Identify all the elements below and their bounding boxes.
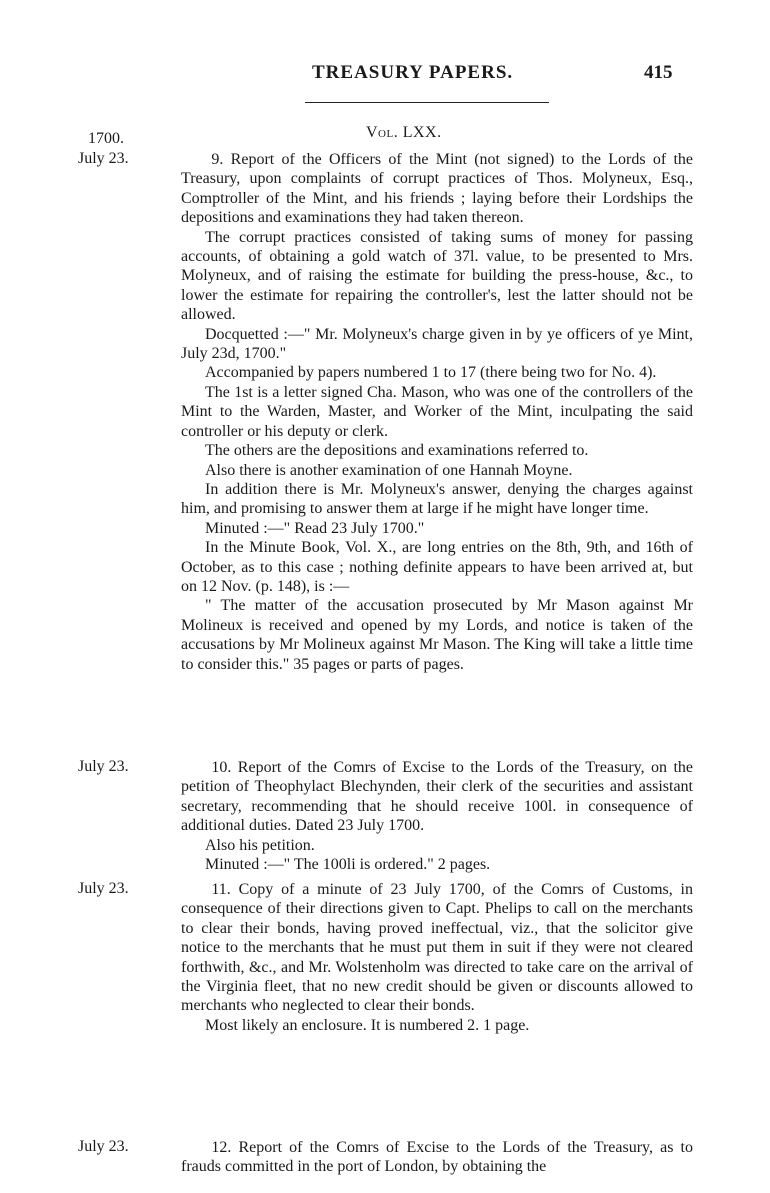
- entry-date: July 23.: [78, 150, 129, 167]
- paragraph: Minuted :—" Read 23 July 1700.": [205, 519, 425, 537]
- paragraph: 11. Copy of a minute of 23 July 1700, of the Comrs of Customs, in consequence of their directions given to Capt. Phelips to call on the merchants to clear their bonds, having proved ineffectual, viz., that the solicitor give notice to the merchants that he must put them in suit if they were not cleared forthwith, &c., and Mr. Wolstenholm was directed to take care on the arrival of the Virginia fleet, that no new credit should be given or discounts allowed to merchants who neglected to clear their bonds.: [181, 881, 693, 1015]
- paragraph: In the Minute Book, Vol. X., are long entries on the 8th, 9th, and 16th of October, as to this case ; nothing definite appears to have been arrived at, but on 12 Nov. (p. 148), is :—: [181, 539, 693, 595]
- entry-date: July 23.: [78, 880, 129, 897]
- paragraph: Most likely an enclosure. It is numbered 2. 1 page.: [205, 1016, 530, 1034]
- paragraph: Docquetted :—" Mr. Molyneux's charge given in by ye officers of ye Mint, July 23d, 1700.": [181, 325, 693, 363]
- entry-date: July 23.: [78, 1138, 129, 1155]
- paragraph: Accompanied by papers numbered 1 to 17 (there being two for No. 4).: [205, 364, 657, 382]
- volume-heading: Vol. LXX.: [366, 124, 442, 141]
- running-title: TREASURY PAPERS.: [312, 62, 514, 83]
- paragraph: Minuted :—" The 100li is ordered." 2 pages.: [205, 856, 491, 874]
- header-rule: [305, 102, 549, 103]
- entry-body: [181, 150, 693, 674]
- year-margin: 1700.: [88, 130, 124, 147]
- paragraph: Also there is another examination of one Hannah Moyne.: [205, 461, 573, 479]
- paragraph: The others are the depositions and examinations referred to.: [205, 442, 589, 460]
- paragraph: 12. Report of the Comrs of Excise to the Lords of the Treasury, as to frauds committed in the port of London, by obtaining the: [181, 1139, 693, 1176]
- paragraph: " The matter of the accusation prosecuted by Mr Mason against Mr Molineux is received and opened by my Lords, and notice is taken of the accusations by Mr Molineux against Mr Mason. The King will take a little time to consider this." 35 pages or parts of pages.: [181, 597, 693, 673]
- paragraph: 10. Report of the Comrs of Excise to the Lords of the Treasury, on the petition of Theophylact Blechynden, their clerk of the securities and assistant secretary, recommending that he should receive 100l. in consequence of additional duties. Dated 23 July 1700.: [181, 759, 693, 835]
- page-number: 415: [644, 62, 673, 83]
- entry-body: [181, 758, 693, 874]
- entry-body: [181, 880, 693, 1035]
- paragraph: The 1st is a letter signed Cha. Mason, who was one of the controllers of the Mint to the Warden, Master, and Worker of the Mint, inculpating the said controller or his deputy or clerk.: [181, 383, 693, 440]
- paragraph: 9. Report of the Officers of the Mint (not signed) to the Lords of the Treasury, upon complaints of corrupt practices of Thos. Molyneux, Esq., Comptroller of the Mint, and his friends ; laying before their Lordships the depositions and examinations they had taken thereon.: [181, 151, 693, 227]
- entry-date: July 23.: [78, 758, 129, 775]
- paragraph: In addition there is Mr. Molyneux's answer, denying the charges against him, and promising to answer them at large if he might have longer time.: [181, 480, 693, 518]
- page-header: [0, 62, 770, 92]
- paragraph: Also his petition.: [205, 836, 315, 854]
- paragraph: The corrupt practices consisted of taking sums of money for passing accounts, of obtaining a gold watch of 37l. value, to be presented to Mrs. Molyneux, and of raising the estimate for building the press-house, &c., to lower the estimate for repairing the controller's, lest the latter should not be allowed.: [181, 228, 693, 324]
- entry-body: [181, 1138, 693, 1177]
